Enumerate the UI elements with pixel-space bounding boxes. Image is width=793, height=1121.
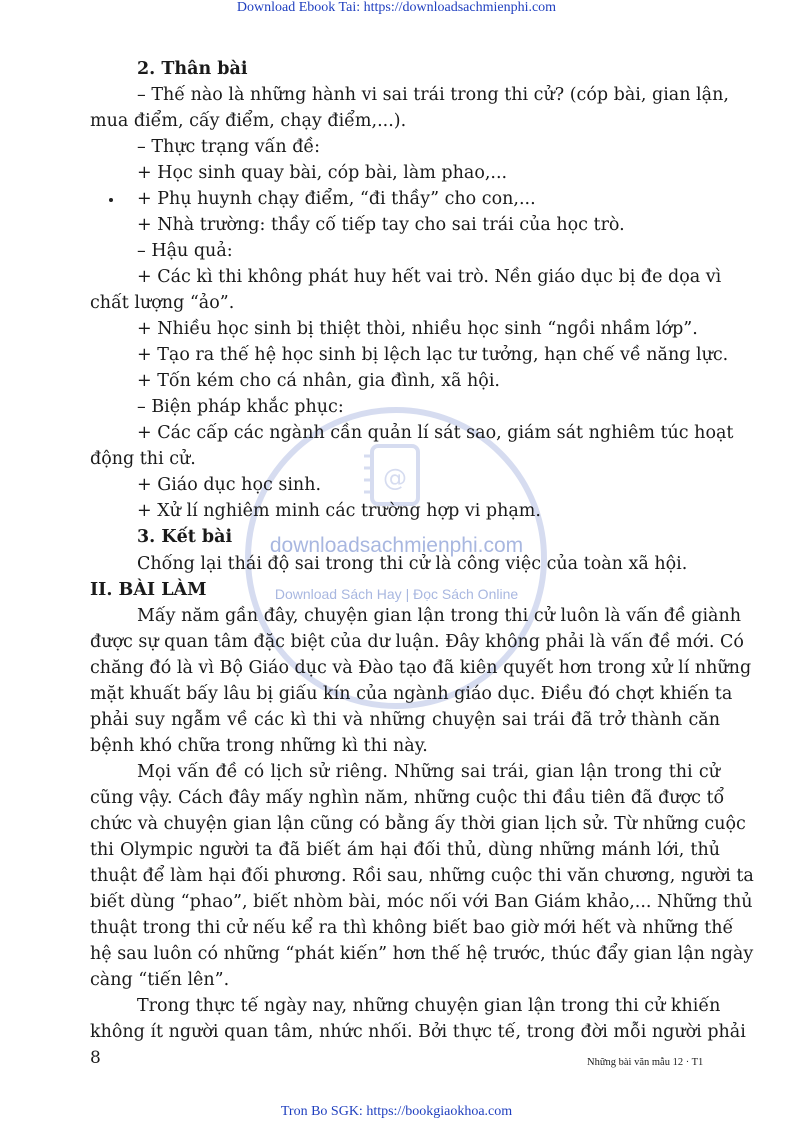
- text-line: mặt khuất bấy lâu bị giấu kín của ngành giáo dục. Điều đó chợt khiến ta: [90, 684, 733, 704]
- watermark-site: downloadsachmienphi.com: [269, 534, 524, 557]
- watermark-tagline: Download Sách Hay | Đọc Sách Online: [274, 586, 519, 602]
- text-line: động thi cử.: [90, 449, 196, 469]
- text-line: được sự quan tâm đặc biệt của dư luận. Đây không phải là vấn đề mới. Có: [90, 632, 744, 652]
- text-line: + Phụ huynh chạy điểm, “đi thầy” cho con,...: [137, 189, 536, 209]
- footer-sgk-link[interactable]: Tron Bo SGK: https://bookgiaokhoa.com: [280, 1104, 513, 1119]
- text-line: chất lượng “ảo”.: [90, 293, 235, 313]
- text-line: + Xử lí nghiêm minh các trường hợp vi phạm.: [137, 501, 541, 521]
- text-line: Mấy năm gần đây, chuyện gian lận trong thi cử luôn là vấn đề giành: [137, 606, 742, 626]
- text-line: bệnh khó chữa trong những kì thi này.: [90, 736, 428, 756]
- text-line: thuật trong thi cử nếu kể ra thì không biết bao giờ mới hết và những thế: [90, 918, 734, 938]
- text-line: biết dùng “phao”, biết nhòm bài, móc nối với Ban Giám khảo,... Những thủ: [90, 892, 753, 912]
- text-line: thi Olympic người ta đã biết ám hại đối thủ, dùng những mánh lới, thủ: [90, 840, 720, 860]
- text-line: Chống lại thái độ sai trong thi cử là công việc của toàn xã hội.: [137, 554, 688, 574]
- text-line: Trong thực tế ngày nay, những chuyện gian lận trong thi cử khiến: [137, 996, 721, 1016]
- page-number: 8: [90, 1048, 101, 1068]
- text-line: thuật để làm hại đối phương. Rồi sau, những cuộc thi văn chương, người ta: [90, 866, 754, 886]
- bullet-dot: [109, 198, 113, 202]
- heading-than-bai: 2. Thân bài: [137, 59, 248, 79]
- text-line: chăng đó là vì Bộ Giáo dục và Đào tạo đã kiên quyết hơn trong xử lí những: [90, 658, 752, 678]
- text-line: – Hậu quả:: [137, 241, 233, 261]
- text-line: mua điểm, cấy điểm, chạy điểm,...).: [90, 111, 407, 131]
- text-line: phải suy ngẫm về các kì thi và những chuyện sai trái đã trở thành căn: [90, 710, 720, 730]
- text-line: Mọi vấn đề có lịch sử riêng. Những sai trái, gian lận trong thi cử: [137, 762, 720, 782]
- text-line: – Thế nào là những hành vi sai trái trong thi cử? (cóp bài, gian lận,: [137, 85, 729, 105]
- text-line: + Nhà trường: thầy cố tiếp tay cho sai trái của học trò.: [137, 215, 625, 235]
- text-line: + Các kì thi không phát huy hết vai trò. Nền giáo dục bị đe dọa vì: [137, 267, 722, 287]
- text-line: + Giáo dục học sinh.: [137, 475, 322, 495]
- text-line: hệ sau luôn có những “phát kiến” hơn thế hệ trước, thúc đẩy gian lận ngày: [90, 944, 754, 964]
- text-line: – Biện pháp khắc phục:: [137, 397, 344, 417]
- text-line: – Thực trạng vấn đề:: [137, 137, 321, 157]
- text-line: + Học sinh quay bài, cóp bài, làm phao,...: [137, 163, 508, 183]
- svg-text:@: @: [383, 464, 407, 492]
- heading-bai-lam: II. BÀI LÀM: [90, 580, 207, 600]
- text-line: + Nhiều học sinh bị thiệt thòi, nhiều học sinh “ngồi nhầm lớp”.: [137, 319, 698, 339]
- text-line: càng “tiến lên”.: [90, 970, 230, 990]
- text-line: + Tốn kém cho cá nhân, gia đình, xã hội.: [137, 371, 500, 391]
- text-line: chức và chuyện gian lận cũng có bằng ấy thời gian lịch sử. Từ những cuộc: [90, 814, 746, 834]
- text-line: không ít người quan tâm, nhức nhối. Bởi thực tế, trong đời mỗi người phải: [90, 1022, 746, 1042]
- text-line: cũng vậy. Cách đây mấy nghìn năm, những cuộc thi đầu tiên đã được tổ: [90, 788, 725, 808]
- header-download-link[interactable]: Download Ebook Tai: https://downloadsachmienphi.com: [236, 0, 557, 15]
- book-title: Những bài văn mẫu 12 · T1: [587, 1057, 704, 1068]
- text-line: + Các cấp các ngành cần quản lí sát sao, giám sát nghiêm túc hoạt: [137, 423, 734, 443]
- text-line: + Tạo ra thế hệ học sinh bị lệch lạc tư tưởng, hạn chế về năng lực.: [137, 345, 729, 365]
- heading-ket-bai: 3. Kết bài: [137, 527, 233, 547]
